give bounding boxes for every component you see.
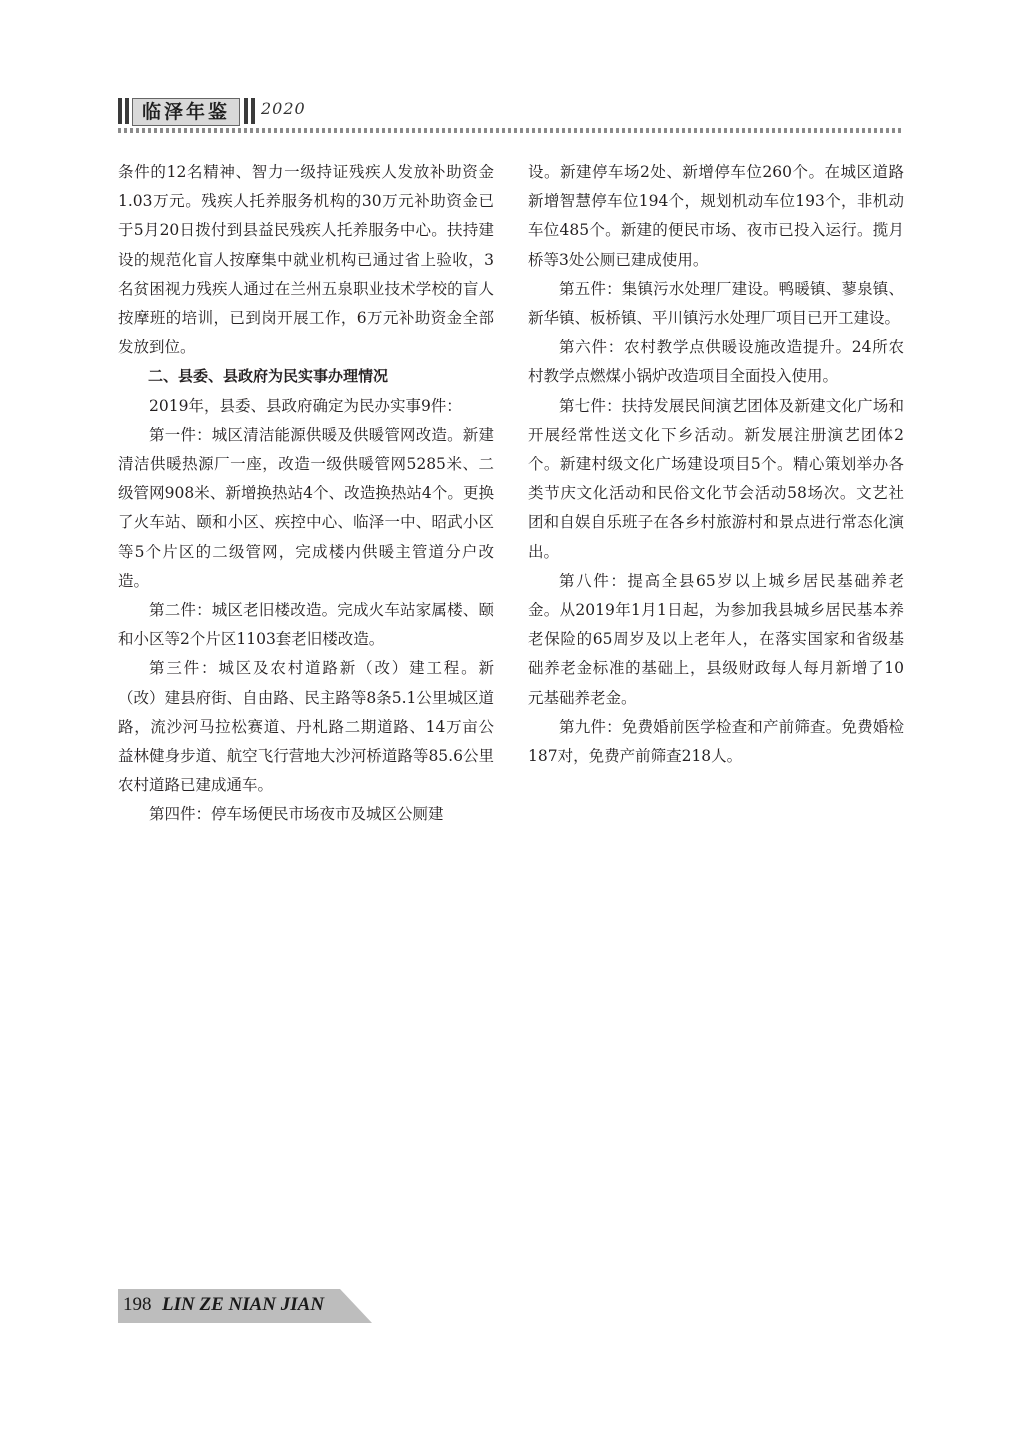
paragraph-item-3: 第三件：城区及农村道路新（改）建工程。新（改）建县府街、自由路、民主路等8条5.1公里城区道路，流沙河马拉松赛道、丹札路二期道路、14万亩公益林健身步道、航空飞行营地大沙河桥道路等85.6公里农村道路已建成通车。 <box>118 659 494 795</box>
header-bar-ornament <box>244 98 248 124</box>
section-heading: 二、县委、县政府为民实事办理情况 <box>148 367 389 386</box>
paragraph-item-6: 第六件：农村教学点供暖设施改造提升。24所农村教学点燃煤小锅炉改造项目全面投入使用。 <box>528 338 904 386</box>
page-footer <box>118 1289 372 1323</box>
running-header <box>118 96 904 136</box>
header-bar-ornament <box>251 98 255 124</box>
paragraph: 2019年，县委、县政府确定为民办实事9件： <box>149 396 462 415</box>
paragraph-item-2: 第二件：城区老旧楼改造。完成火车站家属楼、颐和小区等2个片区1103套老旧楼改造。 <box>118 601 494 649</box>
paragraph-continuation: 条件的12名精神、智力一级持证残疾人发放补助资金1.03万元。残疾人托养服务机构的30万元补助资金已于5月20日拨付到县益民残疾人托养服务中心。扶持建设的规范化盲人按摩集中就业机构已通过省上验收，3名贫困视力残疾人通过在兰州五泉职业技术学校的盲人按摩班的培训，已到岗开展工作，6万元补助资金全部发放到位。 <box>118 163 494 357</box>
footer-title: LIN ZE NIAN JIAN <box>162 1294 325 1315</box>
yearbook-year: 2020 <box>261 99 306 118</box>
header-bar-ornament <box>125 98 129 124</box>
page-number: 198 <box>123 1294 152 1315</box>
right-column <box>528 158 904 771</box>
paragraph-item-1: 第一件：城区清洁能源供暖及供暖管网改造。新建清洁供暖热源厂一座，改造一级供暖管网5285米、二级管网908米、新增换热站4个、改造换热站4个。更换了火车站、颐和小区、疾控中心、临泽一中、昭武小区等5个片区的二级管网，完成楼内供暖主管道分户改造。 <box>118 425 494 590</box>
paragraph-item-7: 第七件：扶持发展民间演艺团体及新建文化广场和开展经常性送文化下乡活动。新发展注册演艺团体2个。新建村级文化广场建设项目5个。精心策划举办各类节庆文化活动和民俗文化节会活动58场次。文艺社团和自娱自乐班子在各乡村旅游村和景点进行常态化演出。 <box>528 396 904 561</box>
left-column <box>118 158 494 830</box>
yearbook-title: 临泽年鉴 <box>132 98 240 126</box>
paragraph-item-9: 第九件：免费婚前医学检查和产前筛查。免费婚检187对，免费产前筛查218人。 <box>528 717 904 766</box>
paragraph-item-4: 第四件：停车场便民市场夜市及城区公厕建 <box>149 805 444 824</box>
paragraph-item-8: 第八件：提高全县65岁以上城乡居民基础养老金。从2019年1月1日起，为参加我县城乡居民基本养老保险的65周岁及以上老年人，在落实国家和省级基础养老金标准的基础上，县级财政每人每月新增了10元基础养老金。 <box>528 571 904 707</box>
paragraph-item-5: 第五件：集镇污水处理厂建设。鸭暖镇、蓼泉镇、新华镇、板桥镇、平川镇污水处理厂项目已开工建设。 <box>528 279 904 328</box>
header-dotted-rule <box>118 128 904 133</box>
header-bar-ornament <box>118 98 122 124</box>
paragraph-continuation: 设。新建停车场2处、新增停车位260个。在城区道路新增智慧停车位194个，规划机动车位193个，非机动车位485个。新建的便民市场、夜市已投入运行。揽月桥等3处公厕已建成使用。 <box>528 163 904 269</box>
